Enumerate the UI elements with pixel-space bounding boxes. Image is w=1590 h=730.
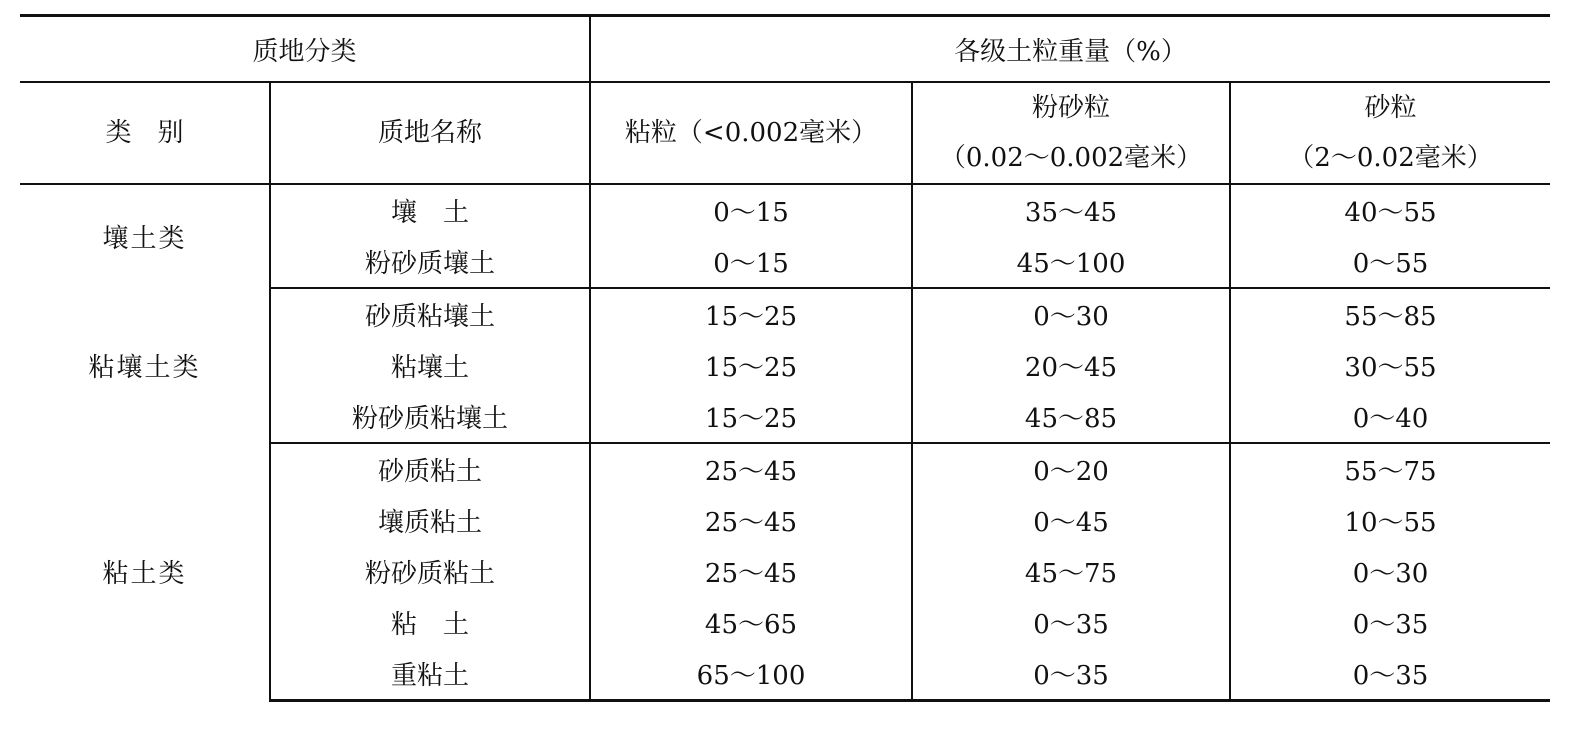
category-cell: 粘土类 (20, 443, 270, 701)
header-row-1 (20, 16, 1550, 83)
sand-value-cell: 55～75 (1344, 457, 1437, 487)
sand-value-cell: 10～55 (1344, 508, 1437, 538)
clay-value-cell: 25～45 (590, 443, 912, 495)
clay-value-cell: 15～25 (590, 391, 912, 443)
clay-value-cell: 25～45 (590, 546, 912, 597)
texture-name-cell: 粉砂质粘壤土 (270, 391, 590, 443)
sand-value-cell: 0～40 (1230, 391, 1550, 443)
header-row-2 (20, 82, 1550, 184)
texture-name-cell: 壤 土 (270, 184, 590, 236)
soil-texture-table (20, 14, 1550, 702)
table-body (20, 184, 1550, 701)
category-cell: 粘壤土类 (20, 288, 270, 443)
silt-value-cell: 45～85 (912, 391, 1230, 443)
silt-value-cell: 35～45 (912, 184, 1230, 236)
silt-value-cell: 45～75 (912, 546, 1230, 597)
header-category: 类 别 (20, 82, 270, 184)
header-silt-name: 粉砂粒 (1032, 93, 1111, 123)
silt-value-cell: 0～45 (912, 495, 1230, 546)
silt-value-cell: 0～20 (912, 443, 1230, 495)
header-texture-classification: 质地分类 (20, 16, 590, 83)
texture-name-cell: 重粘土 (270, 648, 590, 701)
sand-value-cell: 0～35 (1230, 648, 1550, 701)
silt-value-cell: 0～30 (912, 288, 1230, 340)
clay-value-cell: 65～100 (590, 648, 912, 701)
header-sand-range: （2～0.02毫米） (1288, 143, 1493, 173)
clay-value-cell: 0～15 (590, 184, 912, 236)
sand-value-cell: 55～85 (1344, 302, 1437, 332)
texture-name-cell: 粘壤土 (270, 340, 590, 391)
clay-value-cell: 25～45 (590, 495, 912, 546)
texture-name-cell: 粘 土 (270, 597, 590, 648)
header-sand-name: 砂粒 (1364, 93, 1417, 123)
table-row (20, 443, 1550, 495)
sand-value-cell: 0～35 (1352, 610, 1429, 640)
texture-name-cell: 壤质粘土 (270, 495, 590, 546)
clay-value-cell: 15～25 (590, 288, 912, 340)
header-sand (1230, 82, 1550, 184)
texture-name-cell: 砂质粘壤土 (270, 288, 590, 340)
sand-value-cell: 40～55 (1344, 198, 1437, 228)
silt-value-cell: 20～45 (912, 340, 1230, 391)
table-row (20, 184, 1550, 236)
texture-name-cell: 粉砂质粘土 (270, 546, 590, 597)
clay-value-cell: 0～15 (590, 236, 912, 288)
silt-value-cell: 0～35 (912, 648, 1230, 701)
texture-name-cell: 粉砂质壤土 (270, 236, 590, 288)
header-silt-range: （0.02～0.002毫米） (939, 143, 1203, 173)
sand-value-cell: 0～55 (1230, 236, 1550, 288)
header-texture-name: 质地名称 (270, 82, 590, 184)
sand-value-cell: 30～55 (1344, 353, 1437, 383)
texture-name-cell: 砂质粘土 (270, 443, 590, 495)
silt-value-cell: 0～35 (912, 597, 1230, 648)
category-cell: 壤土类 (20, 184, 270, 288)
table-row (20, 288, 1550, 340)
header-clay: 粘粒（<0.002毫米） (590, 82, 912, 184)
clay-value-cell: 15～25 (590, 340, 912, 391)
sand-value-cell: 0～30 (1352, 559, 1429, 589)
header-particle-weight: 各级土粒重量（%） (590, 16, 1550, 83)
clay-value-cell: 45～65 (590, 597, 912, 648)
silt-value-cell: 45～100 (912, 236, 1230, 288)
header-silt (912, 82, 1230, 184)
